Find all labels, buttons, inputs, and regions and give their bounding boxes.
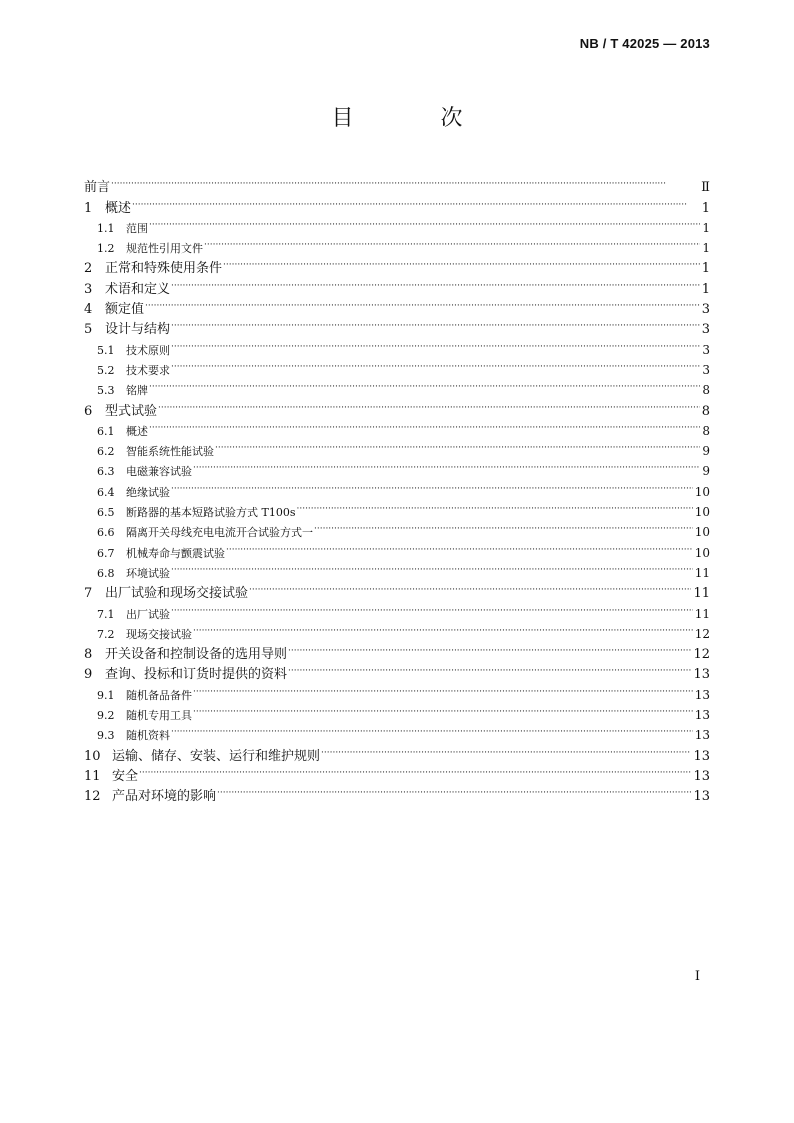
toc-entry-label: 前言 <box>84 180 111 196</box>
toc-entry-number: 1 <box>84 200 93 216</box>
toc-entry-page: 8 <box>701 403 710 419</box>
toc-leader-dots <box>222 252 700 272</box>
toc-entry[interactable] <box>84 191 710 216</box>
toc-leader-dots <box>148 415 700 435</box>
toc-entry-page: 13 <box>694 728 710 743</box>
toc-entry-page: 3 <box>701 322 710 338</box>
toc-entry-label: 概述 <box>126 424 148 438</box>
toc-leader-dots <box>214 435 700 455</box>
toc-entry-page: 10 <box>694 484 710 499</box>
toc-entry-number: 10 <box>84 748 101 764</box>
toc-entry-label: 开关设备和控制设备的选用导则 <box>105 647 288 663</box>
toc-entry-number: 7.2 <box>97 627 115 641</box>
toc-entry[interactable] <box>84 313 710 338</box>
toc-entry-number: 6.6 <box>97 526 115 540</box>
toc-leader-dots <box>225 536 693 556</box>
toc-entry-page: 3 <box>702 342 710 357</box>
toc-entry-number: 2 <box>84 261 93 277</box>
toc-entry[interactable] <box>84 760 710 784</box>
toc-entry-page: 3 <box>701 302 710 318</box>
toc-leader-dots <box>131 191 700 211</box>
toc-leader-dots <box>192 699 693 719</box>
toc-entry-number: 6.8 <box>97 566 115 580</box>
toc-entry[interactable] <box>84 272 710 297</box>
toc-entry-number: 9.1 <box>97 688 115 702</box>
toc-entry[interactable] <box>84 475 710 499</box>
toc-entry[interactable] <box>84 293 710 318</box>
toc-entry-number: 9 <box>84 667 93 683</box>
toc-entry-page: 8 <box>702 383 710 398</box>
toc-entry-number: 6 <box>84 403 93 419</box>
toc-entry-label: 规范性引用文件 <box>126 242 203 256</box>
toc-entry-label: 产品对环境的影响 <box>112 789 217 805</box>
toc-entry-number: 6.1 <box>97 424 115 438</box>
toc-entry[interactable] <box>84 354 710 377</box>
toc-entry-number: 7 <box>84 586 93 602</box>
toc-entry-label: 铭牌 <box>126 384 148 398</box>
toc-entry-label: 技术要求 <box>126 363 170 377</box>
toc-leader-dots <box>148 374 700 394</box>
toc-leader-dots <box>148 212 700 232</box>
toc-leader-dots <box>192 455 700 475</box>
toc-leader-dots <box>170 597 693 617</box>
toc-leader-dots <box>157 394 700 414</box>
toc-entry-page: 10 <box>694 525 710 540</box>
toc-entry-label: 型式试验 <box>105 403 158 419</box>
toc-entry-page: 10 <box>694 505 710 520</box>
toc-entry-label: 出厂试验和现场交接试验 <box>105 586 249 602</box>
toc-leader-dots <box>170 333 700 353</box>
page-title: 目 次 <box>331 106 503 131</box>
toc-entry-page: 10 <box>694 545 710 560</box>
toc-entry-page: 8 <box>702 423 710 438</box>
toc-leader-dots <box>170 475 693 495</box>
toc-entry-number: 6.5 <box>97 506 115 520</box>
toc-entry-page: 1 <box>701 200 710 216</box>
toc-entry[interactable] <box>84 171 710 196</box>
table-of-contents <box>84 171 710 805</box>
toc-entry-number: 11 <box>84 768 101 784</box>
toc-entry[interactable] <box>84 333 710 357</box>
toc-entry-page: 11 <box>694 606 710 621</box>
toc-entry-label: 额定值 <box>105 302 145 318</box>
toc-leader-dots <box>144 293 700 313</box>
toc-leader-dots <box>170 557 693 577</box>
toc-entry-label: 技术原则 <box>126 343 170 357</box>
toc-entry-number: 9.2 <box>97 709 115 723</box>
toc-entry-page: 13 <box>693 748 710 764</box>
toc-entry[interactable] <box>84 577 710 602</box>
toc-entry[interactable] <box>84 557 710 580</box>
toc-entry-page: 12 <box>694 626 710 641</box>
toc-entry-label: 随机备品备件 <box>126 688 192 702</box>
toc-entry[interactable] <box>84 739 710 764</box>
toc-entry-label: 断路器的基本短路试验方式 T100s <box>126 506 296 520</box>
toc-entry-number: 6.3 <box>97 465 115 479</box>
page-number: I <box>694 969 700 984</box>
toc-entry-page: 13 <box>694 687 710 702</box>
toc-entry-page: 11 <box>693 586 710 602</box>
toc-entry-label: 隔离开关母线充电电流开合试验方式一 <box>126 526 313 540</box>
toc-entry-label: 随机资料 <box>126 729 170 743</box>
toc-entry[interactable] <box>84 719 710 743</box>
toc-leader-dots <box>320 739 691 759</box>
toc-entry-page: 13 <box>693 667 710 683</box>
toc-entry-page: 1 <box>702 241 710 256</box>
toc-entry-page: 1 <box>701 281 710 297</box>
toc-entry[interactable] <box>84 618 710 641</box>
toc-entry-number: 12 <box>84 789 101 805</box>
toc-leader-dots <box>170 313 700 333</box>
toc-leader-dots <box>170 719 693 739</box>
toc-entry[interactable] <box>84 374 710 398</box>
toc-entry-number: 3 <box>84 281 93 297</box>
toc-leader-dots <box>287 638 691 658</box>
toc-leader-dots <box>170 272 700 292</box>
toc-entry[interactable] <box>84 394 710 419</box>
toc-entry-page: Ⅱ <box>701 180 710 196</box>
toc-entry-label: 设计与结构 <box>105 322 171 338</box>
toc-leader-dots <box>248 577 691 597</box>
toc-leader-dots <box>138 760 691 780</box>
toc-entry-label: 出厂试验 <box>126 607 170 621</box>
toc-entry-page: 11 <box>694 565 710 580</box>
toc-entry-label: 查询、投标和订货时提供的资料 <box>105 667 288 683</box>
toc-entry[interactable] <box>84 597 710 621</box>
toc-leader-dots <box>203 232 700 252</box>
toc-entry-page: 3 <box>702 362 710 377</box>
toc-entry-page: 12 <box>693 647 710 663</box>
toc-leader-dots <box>313 516 693 536</box>
toc-leader-dots <box>192 678 693 698</box>
toc-entry-number: 6.4 <box>97 485 115 499</box>
toc-entry[interactable] <box>84 496 710 520</box>
toc-entry-number: 6.2 <box>97 445 115 459</box>
toc-entry-label: 安全 <box>112 768 139 784</box>
toc-entry-page: 9 <box>702 444 710 459</box>
toc-entry-number: 4 <box>84 302 93 318</box>
toc-entry[interactable] <box>84 415 710 438</box>
toc-leader-dots <box>192 618 693 638</box>
toc-entry-number: 1.1 <box>97 221 115 235</box>
toc-entry-label: 电磁兼容试验 <box>126 465 192 479</box>
toc-leader-dots <box>295 496 692 516</box>
toc-entry[interactable] <box>84 435 710 459</box>
toc-entry-number: 5 <box>84 322 93 338</box>
toc-entry-label: 环境试验 <box>126 566 170 580</box>
toc-entry-number: 5.3 <box>97 384 115 398</box>
toc-entry-label: 绝缘试验 <box>126 485 170 499</box>
toc-entry-label: 智能系统性能试验 <box>126 445 214 459</box>
toc-entry-page: 13 <box>693 768 710 784</box>
toc-entry-label: 概述 <box>105 200 132 216</box>
toc-entry-number: 8 <box>84 647 93 663</box>
toc-entry-label: 术语和定义 <box>105 281 171 297</box>
toc-leader-dots <box>170 354 700 374</box>
toc-leader-dots <box>110 171 699 191</box>
toc-entry-number: 9.3 <box>97 729 115 743</box>
toc-entry-label: 范围 <box>126 221 148 235</box>
toc-entry-number: 5.2 <box>97 363 115 377</box>
toc-entry-label: 正常和特殊使用条件 <box>105 261 223 277</box>
toc-leader-dots <box>216 780 691 800</box>
toc-entry-page: 1 <box>702 220 710 235</box>
toc-entry-page: 9 <box>702 464 710 479</box>
toc-leader-dots <box>287 658 691 678</box>
toc-entry-page: 1 <box>701 261 710 277</box>
standard-code: NB / T 42025 — 2013 <box>579 36 710 51</box>
toc-entry-page: 13 <box>694 708 710 723</box>
toc-entry[interactable] <box>84 212 710 235</box>
toc-entry[interactable] <box>84 780 710 805</box>
toc-entry-page: 13 <box>693 789 710 805</box>
toc-entry-number: 7.1 <box>97 607 115 621</box>
toc-entry-number: 5.1 <box>97 343 115 357</box>
toc-entry-label: 现场交接试验 <box>126 627 192 641</box>
toc-entry-number: 6.7 <box>97 546 115 560</box>
toc-entry-label: 运输、储存、安装、运行和维护规则 <box>112 748 321 764</box>
toc-entry-label: 机械寿命与颤震试验 <box>126 546 225 560</box>
toc-entry[interactable] <box>84 232 710 256</box>
toc-entry-label: 随机专用工具 <box>126 709 192 723</box>
toc-entry-number: 1.2 <box>97 242 115 256</box>
